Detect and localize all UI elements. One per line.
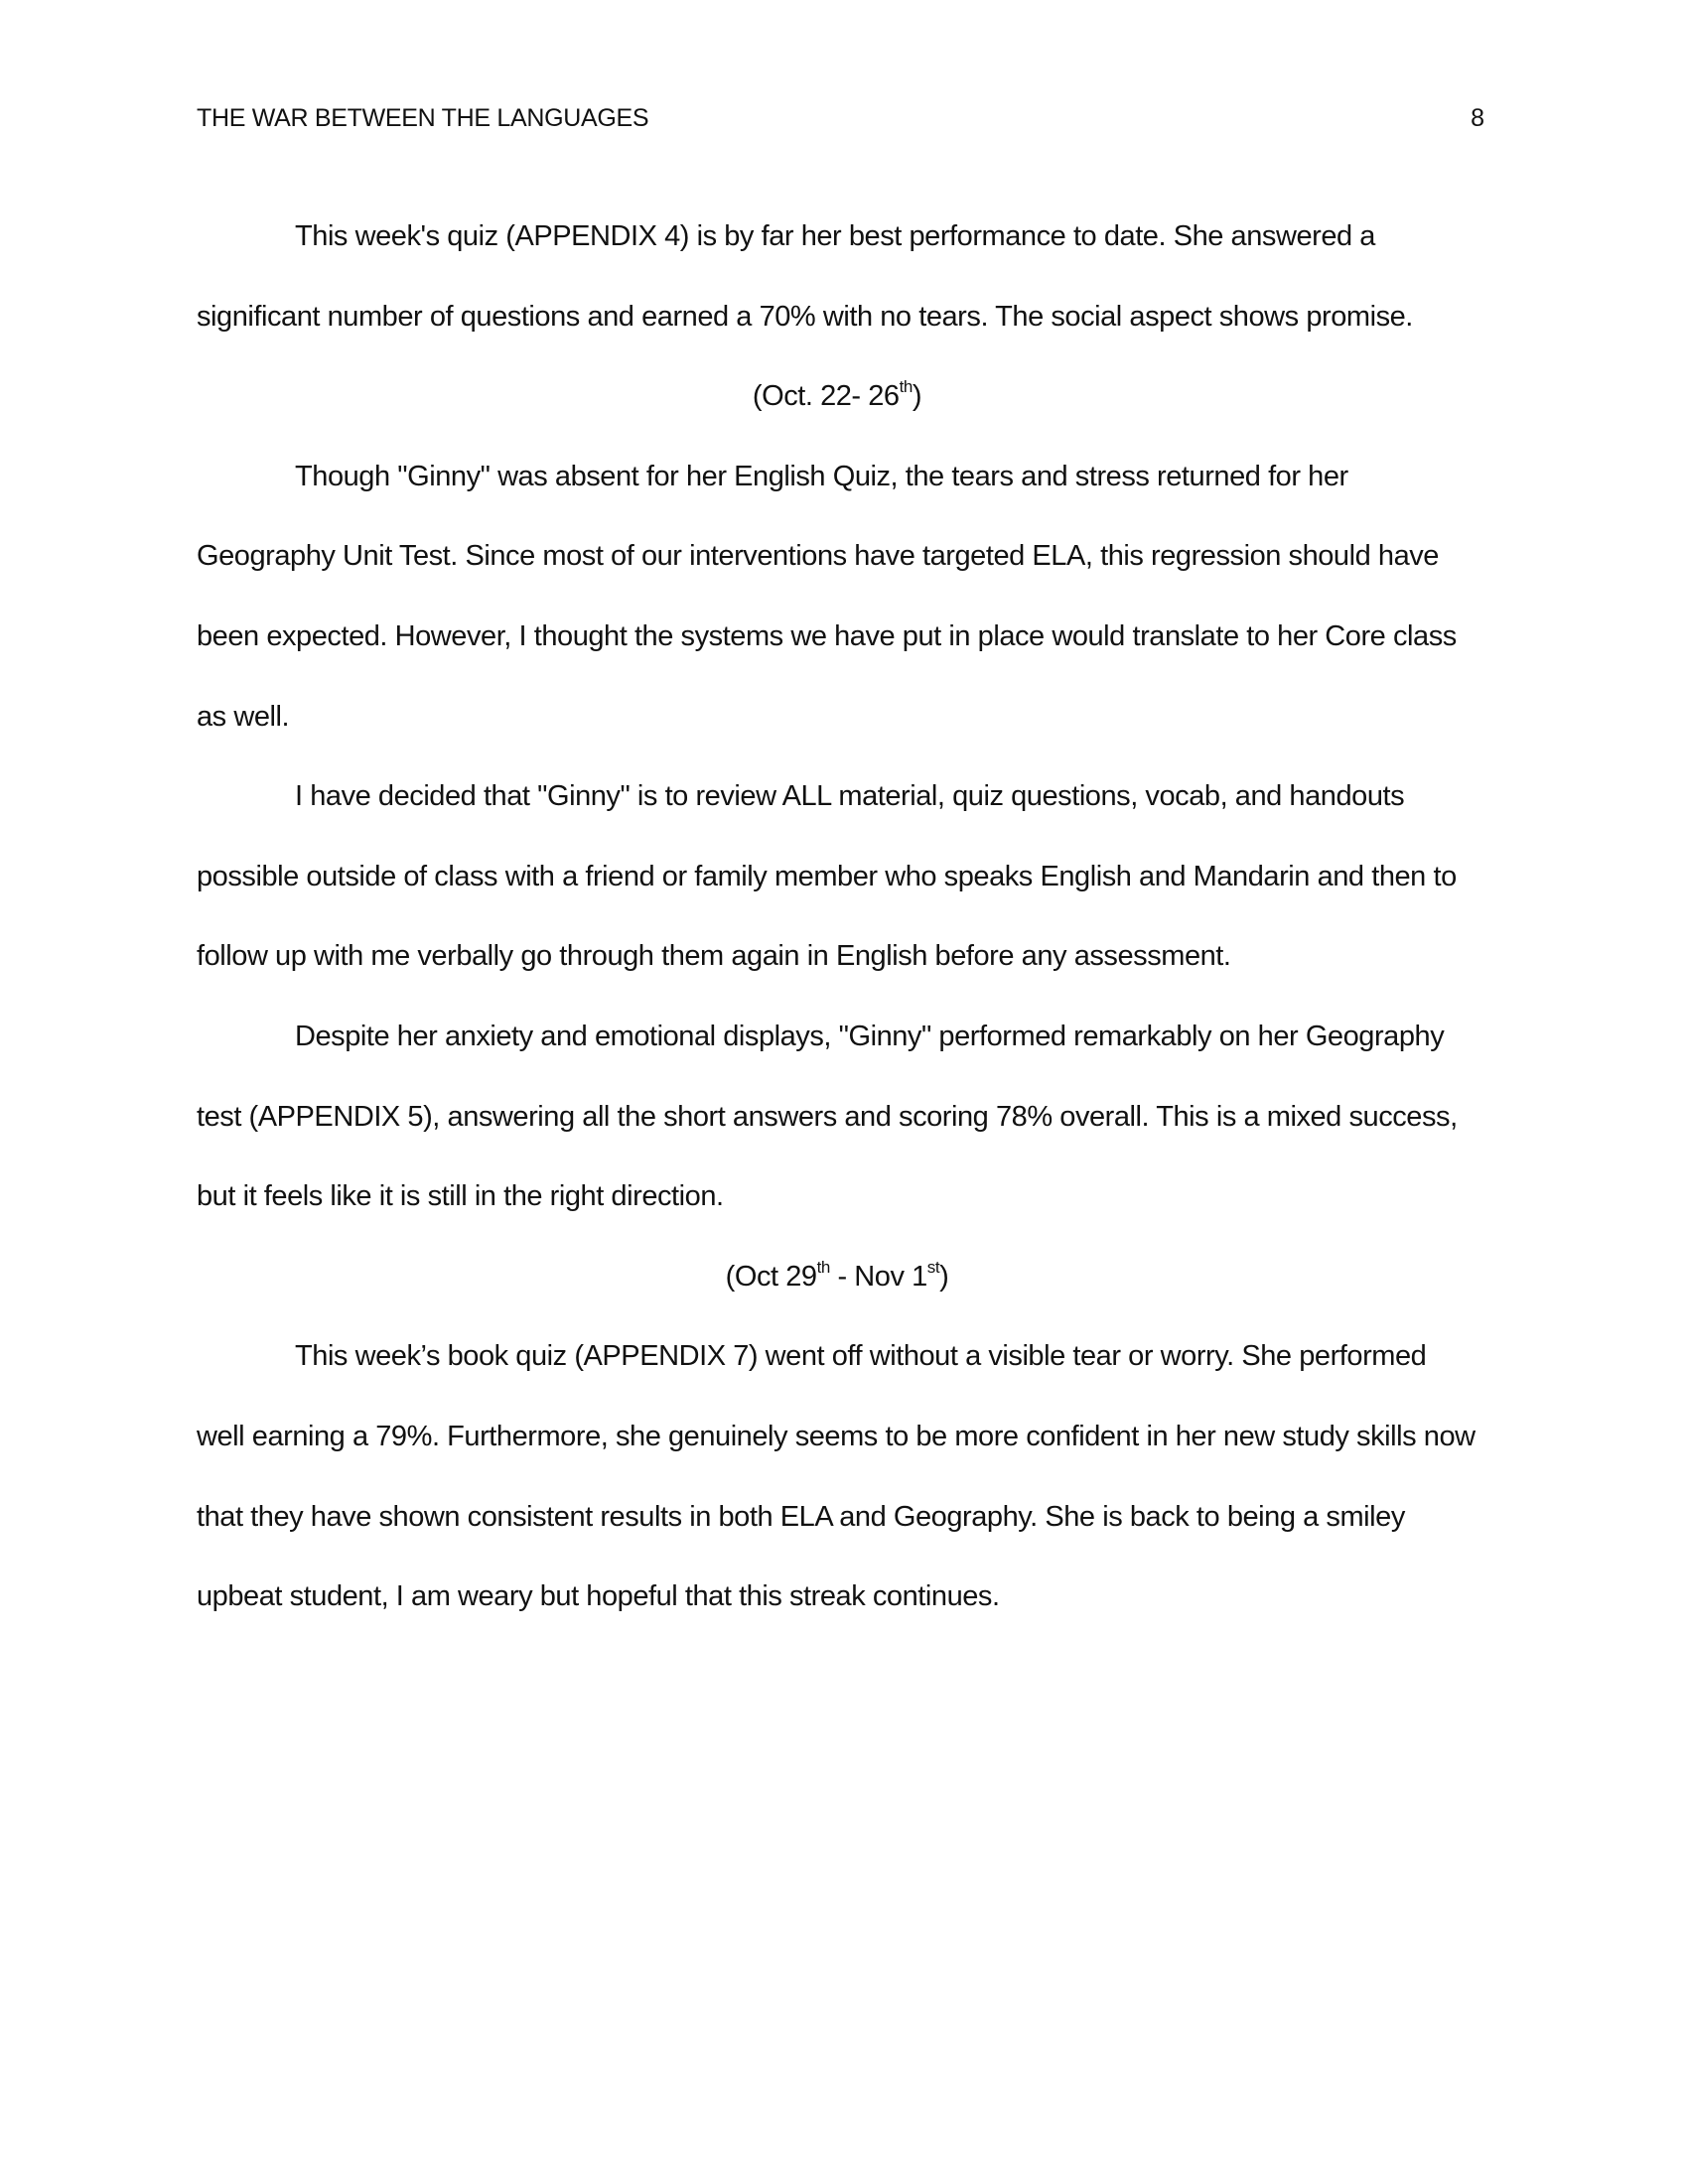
date-heading-close: )	[939, 1260, 949, 1293]
paragraph-review-plan: I have decided that "Ginny" is to review ALL material, quiz questions, vocab, and handouts possible outside of class with a friend or family member who speaks English and Mandarin and then to follow up with me verbally go through them again in English before any assessment.	[197, 780, 1457, 973]
date-heading-end: - Nov 1	[829, 1260, 927, 1293]
date-heading-close: )	[912, 380, 922, 413]
paragraph-geography-result: Despite her anxiety and emotional displays, "Ginny" performed remarkably on her Geography test (APPENDIX 5), answering all the short answers and scoring 78% overall. This is a mixed success, but it feels like it is still in the right direction.	[197, 1020, 1458, 1213]
date-heading-oct-29-nov-1	[197, 1237, 1477, 1317]
date-heading-start: (Oct 29	[725, 1260, 817, 1293]
date-ordinal-suffix-end: st	[926, 1257, 940, 1277]
paragraph-appendix-4: This week's quiz (APPENDIX 4) is by far her best performance to date. She answered a significant number of questions and earned a 70% with no tears. The social aspect shows promise.	[197, 220, 1413, 333]
date-heading-text: (Oct. 22- 26	[752, 380, 900, 413]
paragraph-book-quiz: This week’s book quiz (APPENDIX 7) went off without a visible tear or worry. She performed well earning a 79%. Furthermore, she genuinely seems to be more confident in her new study skills now that they have shown consistent results in both ELA and Geography. She is back to being a smiley upbeat student, I am weary but hopeful that this streak continues.	[197, 1340, 1476, 1613]
page-number: 8	[1471, 104, 1484, 132]
date-heading-oct-22-26	[197, 356, 1477, 437]
date-ordinal-suffix-start: th	[816, 1257, 830, 1277]
body-text	[197, 197, 1477, 1637]
date-ordinal-suffix: th	[899, 377, 913, 397]
paragraph-geography-unit-test: Though "Ginny" was absent for her English Quiz, the tears and stress returned for her Geography Unit Test. Since most of our interventions have targeted ELA, this regression should have been expected. However, I thought the systems we have put in place would translate to her Core class as well.	[197, 460, 1457, 733]
running-head: THE WAR BETWEEN THE LANGUAGES	[197, 104, 649, 132]
